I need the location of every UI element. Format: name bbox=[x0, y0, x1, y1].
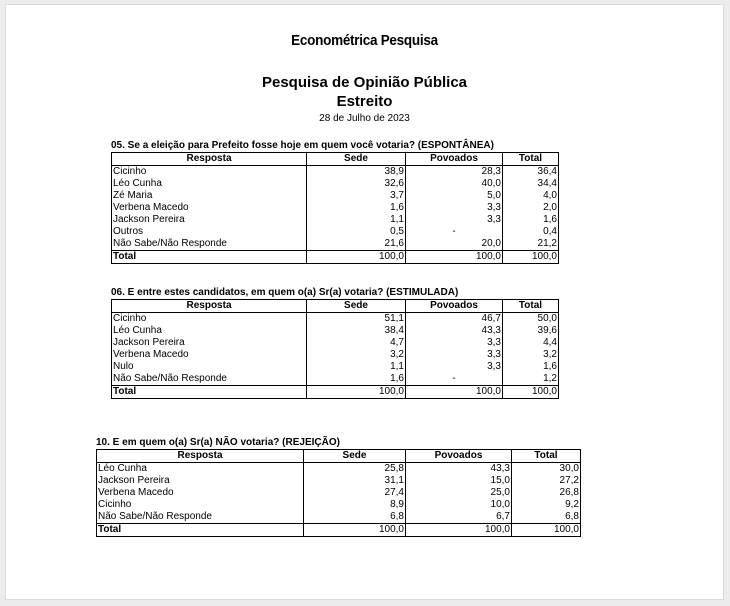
percent-cell: 0,4 bbox=[503, 226, 559, 238]
response-label: Cicinho bbox=[112, 166, 307, 179]
results-table bbox=[111, 299, 559, 399]
percent-cell: 1,2 bbox=[503, 373, 559, 386]
column-header: Resposta bbox=[112, 153, 307, 166]
column-header: Povoados bbox=[406, 450, 512, 463]
percent-cell: 3,2 bbox=[307, 349, 406, 361]
percent-cell: 100,0 bbox=[512, 524, 581, 537]
response-label: Total bbox=[112, 386, 307, 399]
table-row bbox=[97, 511, 581, 524]
percent-cell: 3,7 bbox=[307, 190, 406, 202]
response-label: Outros bbox=[112, 226, 307, 238]
percent-cell: 1,6 bbox=[307, 373, 406, 386]
percent-cell: 3,3 bbox=[406, 361, 503, 373]
table-row bbox=[97, 499, 581, 511]
section-06 bbox=[111, 287, 559, 399]
table-row bbox=[112, 178, 559, 190]
column-header: Total bbox=[512, 450, 581, 463]
percent-cell: 3,3 bbox=[406, 349, 503, 361]
percent-cell: 26,8 bbox=[512, 487, 581, 499]
table-row bbox=[97, 487, 581, 499]
percent-cell: 6,7 bbox=[406, 511, 512, 524]
percent-cell: 28,3 bbox=[406, 166, 503, 179]
response-label: Não Sabe/Não Responde bbox=[112, 373, 307, 386]
percent-cell: 20,0 bbox=[406, 238, 503, 251]
table-row bbox=[112, 313, 559, 326]
percent-cell: 50,0 bbox=[503, 313, 559, 326]
percent-cell: 10,0 bbox=[406, 499, 512, 511]
response-label: Jackson Pereira bbox=[112, 214, 307, 226]
percent-cell: 3,3 bbox=[406, 337, 503, 349]
percent-cell: 31,1 bbox=[304, 475, 406, 487]
response-label: Léo Cunha bbox=[112, 178, 307, 190]
percent-cell: 38,4 bbox=[307, 325, 406, 337]
response-label: Total bbox=[97, 524, 304, 537]
table-row bbox=[112, 337, 559, 349]
percent-cell: 100,0 bbox=[307, 251, 406, 264]
results-table bbox=[96, 449, 581, 537]
section-05 bbox=[111, 140, 559, 264]
percent-cell: 36,4 bbox=[503, 166, 559, 179]
percent-cell: 4,7 bbox=[307, 337, 406, 349]
response-label: Total bbox=[112, 251, 307, 264]
percent-cell: 100,0 bbox=[406, 524, 512, 537]
table-row bbox=[112, 349, 559, 361]
column-header: Povoados bbox=[406, 300, 503, 313]
percent-cell: 27,4 bbox=[304, 487, 406, 499]
response-label: Jackson Pereira bbox=[97, 475, 304, 487]
page-title: Pesquisa de Opinião Pública bbox=[261, 74, 468, 91]
percent-cell: 1,6 bbox=[503, 214, 559, 226]
percent-cell: 46,7 bbox=[406, 313, 503, 326]
table-header-row bbox=[112, 153, 559, 166]
table-row bbox=[112, 325, 559, 337]
percent-cell: 39,6 bbox=[503, 325, 559, 337]
response-label: Zé Maria bbox=[112, 190, 307, 202]
percent-cell: 9,2 bbox=[512, 499, 581, 511]
response-label: Verbena Macedo bbox=[97, 487, 304, 499]
percent-cell: 4,0 bbox=[503, 190, 559, 202]
total-row bbox=[97, 524, 581, 537]
percent-cell: 0,5 bbox=[307, 226, 406, 238]
percent-cell: 43,3 bbox=[406, 325, 503, 337]
column-header: Total bbox=[503, 153, 559, 166]
table-row bbox=[112, 190, 559, 202]
column-header: Resposta bbox=[97, 450, 304, 463]
table-row bbox=[112, 373, 559, 386]
column-header: Total bbox=[503, 300, 559, 313]
percent-cell: 25,8 bbox=[304, 463, 406, 476]
table-row bbox=[112, 166, 559, 179]
table-row bbox=[97, 463, 581, 476]
response-label: Nulo bbox=[112, 361, 307, 373]
response-label: Verbena Macedo bbox=[112, 349, 307, 361]
percent-cell: 40,0 bbox=[406, 178, 503, 190]
page-subtitle: Estreito bbox=[336, 93, 393, 110]
response-label: Não Sabe/Não Responde bbox=[97, 511, 304, 524]
brand-logo-text: Econométrica Pesquisa bbox=[291, 32, 438, 49]
percent-cell: 30,0 bbox=[512, 463, 581, 476]
survey-date: 28 de Julho de 2023 bbox=[319, 113, 410, 124]
table-row bbox=[112, 238, 559, 251]
table-header-row bbox=[97, 450, 581, 463]
percent-cell: 38,9 bbox=[307, 166, 406, 179]
percent-cell: 2,0 bbox=[503, 202, 559, 214]
percent-cell: 21,6 bbox=[307, 238, 406, 251]
percent-cell: 1,6 bbox=[503, 361, 559, 373]
results-table bbox=[111, 152, 559, 264]
percent-cell: 34,4 bbox=[503, 178, 559, 190]
percent-cell: 32,6 bbox=[307, 178, 406, 190]
response-label: Não Sabe/Não Responde bbox=[112, 238, 307, 251]
response-label: Cicinho bbox=[97, 499, 304, 511]
percent-cell: 6,8 bbox=[304, 511, 406, 524]
percent-cell: 100,0 bbox=[304, 524, 406, 537]
response-label: Léo Cunha bbox=[112, 325, 307, 337]
percent-cell: 1,1 bbox=[307, 214, 406, 226]
table-row bbox=[97, 475, 581, 487]
table-row bbox=[112, 214, 559, 226]
response-label: Verbena Macedo bbox=[112, 202, 307, 214]
section-10 bbox=[96, 437, 581, 537]
percent-cell: 3,3 bbox=[406, 214, 503, 226]
percent-cell: 3,3 bbox=[406, 202, 503, 214]
percent-cell: 5,0 bbox=[406, 190, 503, 202]
table-row bbox=[112, 226, 559, 238]
percent-cell: 100,0 bbox=[503, 386, 559, 399]
percent-cell: 4,4 bbox=[503, 337, 559, 349]
percent-cell: 21,2 bbox=[503, 238, 559, 251]
document-page bbox=[5, 4, 724, 600]
total-row bbox=[112, 386, 559, 399]
question-title: 10. E em quem o(a) Sr(a) NÃO votaria? (REJEIÇÃO) bbox=[96, 437, 340, 448]
response-label: Jackson Pereira bbox=[112, 337, 307, 349]
percent-cell: 100,0 bbox=[406, 251, 503, 264]
question-title: 06. E entre estes candidatos, em quem o(a) Sr(a) votaria? (ESTIMULADA) bbox=[111, 287, 459, 298]
percent-cell: 27,2 bbox=[512, 475, 581, 487]
percent-cell: 51,1 bbox=[307, 313, 406, 326]
percent-cell: 1,1 bbox=[307, 361, 406, 373]
percent-cell: 8,9 bbox=[304, 499, 406, 511]
response-label: Léo Cunha bbox=[97, 463, 304, 476]
table-row bbox=[112, 361, 559, 373]
percent-cell: 1,6 bbox=[307, 202, 406, 214]
total-row bbox=[112, 251, 559, 264]
percent-cell: - bbox=[406, 373, 503, 386]
column-header: Sede bbox=[304, 450, 406, 463]
percent-cell: 6,8 bbox=[512, 511, 581, 524]
percent-cell: 100,0 bbox=[503, 251, 559, 264]
column-header: Sede bbox=[307, 153, 406, 166]
percent-cell: 25,0 bbox=[406, 487, 512, 499]
percent-cell: 100,0 bbox=[307, 386, 406, 399]
percent-cell: 100,0 bbox=[406, 386, 503, 399]
percent-cell: 3,2 bbox=[503, 349, 559, 361]
column-header: Resposta bbox=[112, 300, 307, 313]
table-row bbox=[112, 202, 559, 214]
percent-cell: - bbox=[406, 226, 503, 238]
response-label: Cicinho bbox=[112, 313, 307, 326]
percent-cell: 15,0 bbox=[406, 475, 512, 487]
percent-cell: 43,3 bbox=[406, 463, 512, 476]
column-header: Sede bbox=[307, 300, 406, 313]
table-header-row bbox=[112, 300, 559, 313]
question-title: 05. Se a eleição para Prefeito fosse hoje em quem você votaria? (ESPONTÂNEA) bbox=[111, 140, 494, 151]
column-header: Povoados bbox=[406, 153, 503, 166]
